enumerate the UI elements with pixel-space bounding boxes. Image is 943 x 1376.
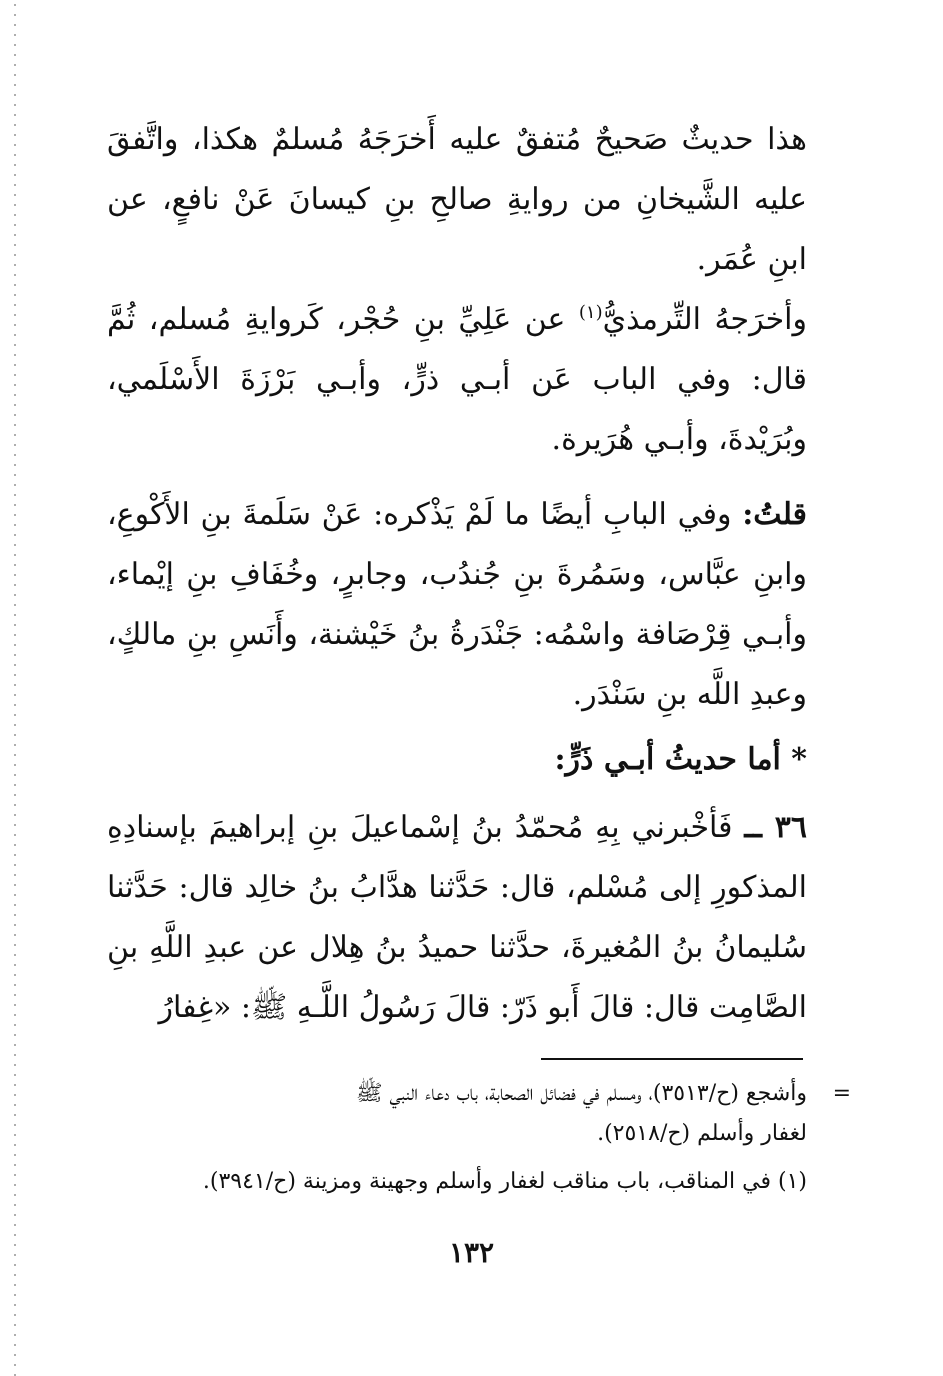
page-number: ١٣٢ [448,1236,495,1269]
paragraph-hadith-36 [107,798,807,1038]
paragraph-author-note [107,485,807,725]
footnotes [107,1074,851,1202]
paragraph-hadith-authenticity [107,110,807,290]
footnote-separator [541,1058,803,1060]
paragraph-tirmidhi [107,290,807,470]
paragraph-2-before-ref: وأخرَجهُ التِّرمذيُّ [602,302,808,337]
paragraph-3-lead: قلتُ: [742,497,807,532]
hadith-number: ٣٦ ــ [744,810,808,845]
paragraph-3-body: وفي البابِ أيضًا ما لَمْ يَذْكره: عَنْ سَلَمةَ بنِ الأَكْوعِ، وابنِ عبَّاس، وسَمُرةَ بنِ جُندُب، وجابرٍ، وخُفَافِ بنِ إيْماء، وأبـي قِرْصَافة واسْمُه: جَنْدَرةُ بنُ خَيْشنة، وأَنَسِ بنِ مالكٍ، وعبدِ اللَّه بنِ سَنْدَر. [107,497,807,712]
section-heading: * أما حديثُ أبـي ذَرٍّ: [554,742,807,777]
footnote-continuation [107,1074,851,1154]
paragraph-2-after-ref: عن عَلِيِّ بنِ حُجْر، كَروايةِ مُسلم، ثُمَّ قال: وفي الباب عَن أبـي ذرٍّ، وأبـي بَرْزَةَ الأَسْلَمي، وبُرَيْدةَ، وأبـي هُرَيرة. [107,302,807,457]
continuation-mark: = [832,1081,851,1106]
binding-dotted-edge [14,0,16,1376]
paragraph-4-body: فَأخْبرني بِهِ مُحمّدُ بنُ إسْماعيلَ بنِ إبراهيمَ بإسنادِهِ المذكورِ إلى مُسْلم، قال: حَدَّثنا هدَّابُ بنُ خالِد قال: حَدَّثنا سُليمانُ بنُ المُغيرةَ، حدَّثنا حميدُ بنُ هِلال عن عبدِ اللَّهِ بنِ الصَّامِت قال: قالَ أَبو ذَرّ: قالَ رَسُولُ اللَّـهِ ﷺ: «غِفارُ [107,810,807,1025]
footnote-continuation-line-1: وأشجع (ح/٣٥١٣)، ومسلم في فضائل الصحابة، باب دعاء النبي ﷺ [355,1081,807,1106]
paragraph-1-text: هذا حديثٌ صَحيحٌ مُتفقٌ عليه أَخرَجَهُ مُسلمٌ هكذا، واتَّفقَ عليه الشَّيخانِ من روايةِ صالحِ بنِ كيسانَ عَنْ نافعٍ، عن ابنِ عُمَر. [107,122,807,277]
paragraph-3 [107,485,807,725]
paragraph-2 [107,290,807,470]
footnote-1: (١) في المناقب، باب مناقب لغفار وأسلم وجهينة ومزينة (ح/٣٩٤١). [202,1169,807,1194]
footnote-reference-1: (١) [578,302,603,323]
paragraph-4 [107,798,807,1038]
footnote-continuation-line-2: لغفار وأسلم (ح/٢٥١٨). [597,1121,807,1146]
